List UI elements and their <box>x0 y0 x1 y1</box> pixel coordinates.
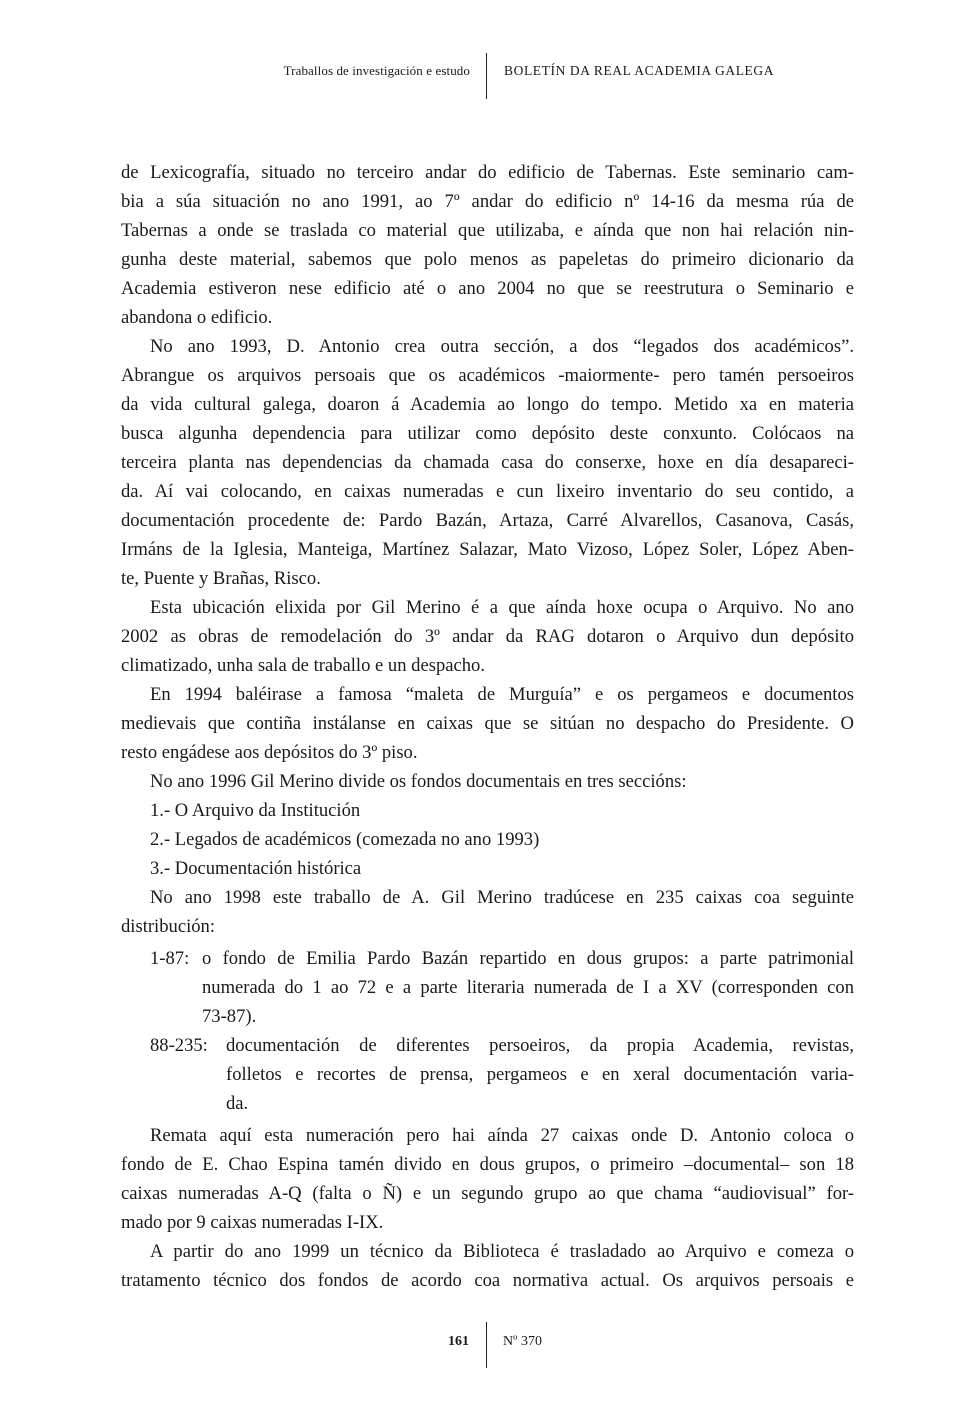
issue-number: Nº 370 <box>503 1334 542 1349</box>
list-item: 3.- Documentación histórica <box>150 858 362 879</box>
text-line: de Lexicografía, situado no terceiro andar do edificio de Tabernas. Este seminario cam- <box>121 162 854 183</box>
text-line: mado por 9 caixas numeradas I-IX. <box>121 1212 384 1233</box>
text-line: resto engádese aos depósitos do 3º piso. <box>121 742 418 763</box>
text-line: Tabernas a onde se traslada co material que utilizaba, e aínda que non hai relación nin- <box>121 220 854 241</box>
text-line: fondo de E. Chao Espina tamén divido en dous grupos, o primeiro –documental– son 18 <box>121 1154 854 1175</box>
text-line: terceira planta nas dependencias da chamada casa do conserxe, hoxe en día desapareci- <box>121 452 854 473</box>
text-line: No ano 1998 este traballo de A. Gil Merino tradúcese en 235 caixas coa seguinte <box>150 887 854 908</box>
text-line: busca algunha dependencia para utilizar como depósito deste conxunto. Colócaos na <box>121 423 854 444</box>
text-line: En 1994 baléirase a famosa “maleta de Murguía” e os pergameos e documentos <box>150 684 854 705</box>
text-line: A partir do ano 1999 un técnico da Biblioteca é trasladado ao Arquivo e comeza o <box>150 1241 854 1262</box>
text-line: folletos e recortes de prensa, pergameos e en xeral documentación varia- <box>226 1064 854 1085</box>
text-line: No ano 1993, D. Antonio crea outra sección, a dos “legados dos académicos”. <box>150 336 854 357</box>
text-line: Academia estiveron nese edificio até o ano 2004 no que se reestrutura o Seminario e <box>121 278 854 299</box>
footer-divider <box>486 1322 487 1368</box>
text-line: medievais que contiña instálanse en caixas que se sitúan no despacho do Presidente. O <box>121 713 854 734</box>
text-line: o fondo de Emilia Pardo Bazán repartido en dous grupos: a parte patrimonial <box>202 948 854 969</box>
text-line: bia a súa situación no ano 1991, ao 7º andar do edificio nº 14-16 da mesma rúa de <box>121 191 854 212</box>
text-line: 2002 as obras de remodelación do 3º andar da RAG dotaron o Arquivo dun depósito <box>121 626 854 647</box>
text-line: abandona o edificio. <box>121 307 273 328</box>
text-line: caixas numeradas A-Q (falta o Ñ) e un segundo grupo ao que chama “audiovisual” for- <box>121 1183 854 1204</box>
range-label: 1-87: <box>150 948 190 969</box>
text-line: Irmáns de la Iglesia, Manteiga, Martínez Salazar, Mato Vizoso, López Soler, López Aben- <box>121 539 854 560</box>
text-line: tratamento técnico dos fondos de acordo coa normativa actual. Os arquivos persoais e <box>121 1270 854 1291</box>
text-line: documentación procedente de: Pardo Bazán, Artaza, Carré Alvarellos, Casanova, Casás, <box>121 510 854 531</box>
text-line: da. <box>226 1093 249 1114</box>
text-line: numerada do 1 ao 72 e a parte literaria numerada de I a XV (corresponden con <box>202 977 854 998</box>
range-label: 88-235: <box>150 1035 208 1056</box>
text-line: Esta ubicación elixida por Gil Merino é a que aínda hoxe ocupa o Arquivo. No ano <box>150 597 854 618</box>
text-line: 73-87). <box>202 1006 257 1027</box>
text-line: da vida cultural galega, doaron á Academia ao longo do tempo. Metido xa en materia <box>121 394 854 415</box>
text-line: te, Puente y Brañas, Risco. <box>121 568 321 589</box>
paragraph-5: No ano 1996 Gil Merino divide os fondos documentais en tres seccións: <box>150 771 687 792</box>
text-line: documentación de diferentes persoeiros, da propia Academia, revistas, <box>226 1035 854 1056</box>
running-header-section: Traballos de investigación e estudo <box>283 63 470 78</box>
text-line: Abrangue os arquivos persoais que os académicos -maiormente- pero tamén persoeiros <box>121 365 854 386</box>
text-line: gunha deste material, sabemos que polo menos as papeletas do primeiro dicionario da <box>121 249 854 270</box>
text-line: distribución: <box>121 916 215 937</box>
running-header-journal: BOLETÍN DA REAL ACADEMIA GALEGA <box>504 63 775 78</box>
text-line: Remata aquí esta numeración pero hai aínda 27 caixas onde D. Antonio coloca o <box>150 1125 854 1146</box>
header-divider <box>486 53 487 99</box>
text-line: da. Aí vai colocando, en caixas numeradas e cun lixeiro inventario do seu contido, a <box>121 481 854 502</box>
list-item: 1.- O Arquivo da Institución <box>150 800 361 821</box>
list-item: 2.- Legados de académicos (comezada no ano 1993) <box>150 829 540 850</box>
page-number: 161 <box>448 1334 469 1349</box>
text-line: climatizado, unha sala de traballo e un despacho. <box>121 655 485 676</box>
